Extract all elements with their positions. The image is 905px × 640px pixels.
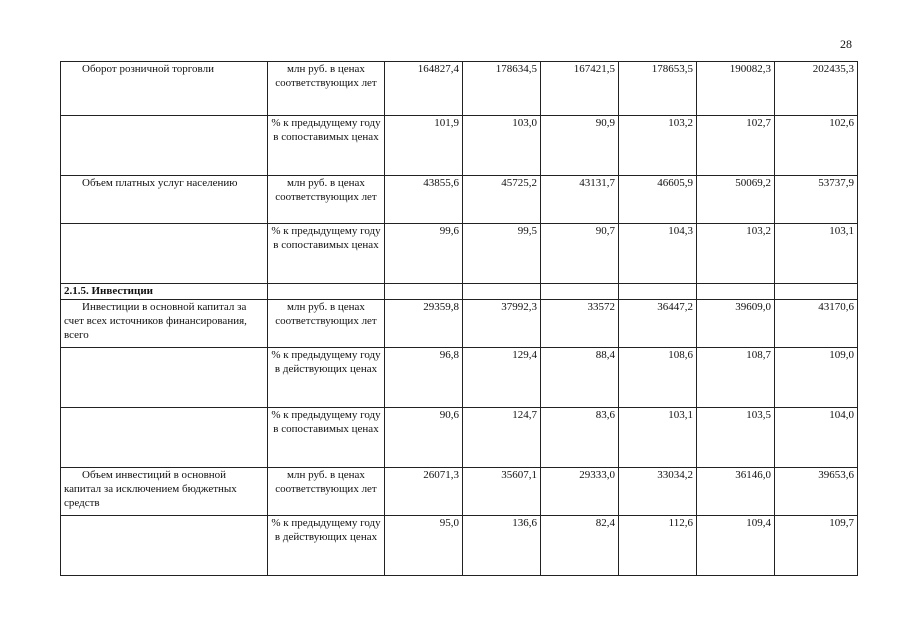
value-cell: 178653,5: [619, 62, 697, 116]
section-row: [61, 284, 858, 300]
value-cell: 101,9: [385, 116, 463, 176]
indicator-name-cell: [61, 300, 268, 348]
unit-cell: % к предыдущему году в сопоставимых ценах: [268, 408, 385, 468]
indicator-name-cell: [61, 224, 268, 284]
value-cell: 164827,4: [385, 62, 463, 116]
table-row: [61, 116, 858, 176]
value-cell: 129,4: [463, 348, 541, 408]
value-cell: 50069,2: [697, 176, 775, 224]
value-cell: 104,0: [775, 408, 858, 468]
unit-cell: млн руб. в ценах соответствующих лет: [268, 176, 385, 224]
value-cell: 96,8: [385, 348, 463, 408]
value-cell: 136,6: [463, 516, 541, 576]
empty-cell: [697, 284, 775, 300]
table-row: [61, 348, 858, 408]
section-title: 2.1.5. Инвестиции: [61, 284, 268, 300]
unit-cell: % к предыдущему году в сопоставимых ценах: [268, 224, 385, 284]
unit-cell: % к предыдущему году в действующих ценах: [268, 348, 385, 408]
value-cell: 90,9: [541, 116, 619, 176]
indicator-name-cell: [61, 62, 268, 116]
value-cell: 103,1: [775, 224, 858, 284]
value-cell: 36146,0: [697, 468, 775, 516]
empty-cell: [541, 284, 619, 300]
value-cell: 37992,3: [463, 300, 541, 348]
unit-cell: % к предыдущему году в действующих ценах: [268, 516, 385, 576]
empty-cell: [775, 284, 858, 300]
value-cell: 109,0: [775, 348, 858, 408]
value-cell: 109,7: [775, 516, 858, 576]
value-cell: 90,7: [541, 224, 619, 284]
value-cell: 90,6: [385, 408, 463, 468]
value-cell: 167421,5: [541, 62, 619, 116]
value-cell: 103,5: [697, 408, 775, 468]
value-cell: 39653,6: [775, 468, 858, 516]
value-cell: 45725,2: [463, 176, 541, 224]
indicator-name: Объем платных услуг населению: [82, 177, 238, 189]
value-cell: 43170,6: [775, 300, 858, 348]
value-cell: 103,2: [697, 224, 775, 284]
value-cell: 103,1: [619, 408, 697, 468]
value-cell: 102,6: [775, 116, 858, 176]
value-cell: 124,7: [463, 408, 541, 468]
unit-cell: млн руб. в ценах соответствующих лет: [268, 62, 385, 116]
indicator-name-cell: [61, 408, 268, 468]
value-cell: 36447,2: [619, 300, 697, 348]
table-row: [61, 62, 858, 116]
value-cell: 104,3: [619, 224, 697, 284]
value-cell: 109,4: [697, 516, 775, 576]
value-cell: 35607,1: [463, 468, 541, 516]
value-cell: 95,0: [385, 516, 463, 576]
value-cell: 29333,0: [541, 468, 619, 516]
value-cell: 43855,6: [385, 176, 463, 224]
value-cell: 33572: [541, 300, 619, 348]
unit-cell: млн руб. в ценах соответствующих лет: [268, 300, 385, 348]
table-row: [61, 468, 858, 516]
table-row: [61, 300, 858, 348]
value-cell: 102,7: [697, 116, 775, 176]
value-cell: 43131,7: [541, 176, 619, 224]
empty-cell: [619, 284, 697, 300]
value-cell: 108,7: [697, 348, 775, 408]
indicator-name-cell: [61, 176, 268, 224]
value-cell: 82,4: [541, 516, 619, 576]
indicator-name-cell: [61, 348, 268, 408]
value-cell: 112,6: [619, 516, 697, 576]
table-row: [61, 408, 858, 468]
value-cell: 26071,3: [385, 468, 463, 516]
value-cell: 53737,9: [775, 176, 858, 224]
value-cell: 103,0: [463, 116, 541, 176]
indicator-name-cell: [61, 516, 268, 576]
value-cell: 39609,0: [697, 300, 775, 348]
indicator-name-cell: [61, 116, 268, 176]
value-cell: 202435,3: [775, 62, 858, 116]
table-row: [61, 176, 858, 224]
data-table: [60, 61, 858, 576]
indicator-name-cell: [61, 468, 268, 516]
unit-cell: млн руб. в ценах соответствующих лет: [268, 468, 385, 516]
value-cell: 99,5: [463, 224, 541, 284]
value-cell: 190082,3: [697, 62, 775, 116]
page-number: 28: [840, 37, 852, 51]
value-cell: 108,6: [619, 348, 697, 408]
value-cell: 29359,8: [385, 300, 463, 348]
value-cell: 83,6: [541, 408, 619, 468]
unit-cell: % к предыдущему году в сопоставимых ценах: [268, 116, 385, 176]
empty-cell: [268, 284, 385, 300]
value-cell: 88,4: [541, 348, 619, 408]
empty-cell: [463, 284, 541, 300]
value-cell: 46605,9: [619, 176, 697, 224]
value-cell: 178634,5: [463, 62, 541, 116]
indicator-name: Инвестиции в основной капитал за счет всех источников финансирования, всего: [64, 301, 247, 341]
value-cell: 99,6: [385, 224, 463, 284]
indicator-name: Объем инвестиций в основной капитал за исключением бюджетных средств: [64, 469, 237, 509]
indicator-name: Оборот розничной торговли: [82, 63, 214, 75]
table-row: [61, 516, 858, 576]
value-cell: 33034,2: [619, 468, 697, 516]
value-cell: 103,2: [619, 116, 697, 176]
table-row: [61, 224, 858, 284]
empty-cell: [385, 284, 463, 300]
